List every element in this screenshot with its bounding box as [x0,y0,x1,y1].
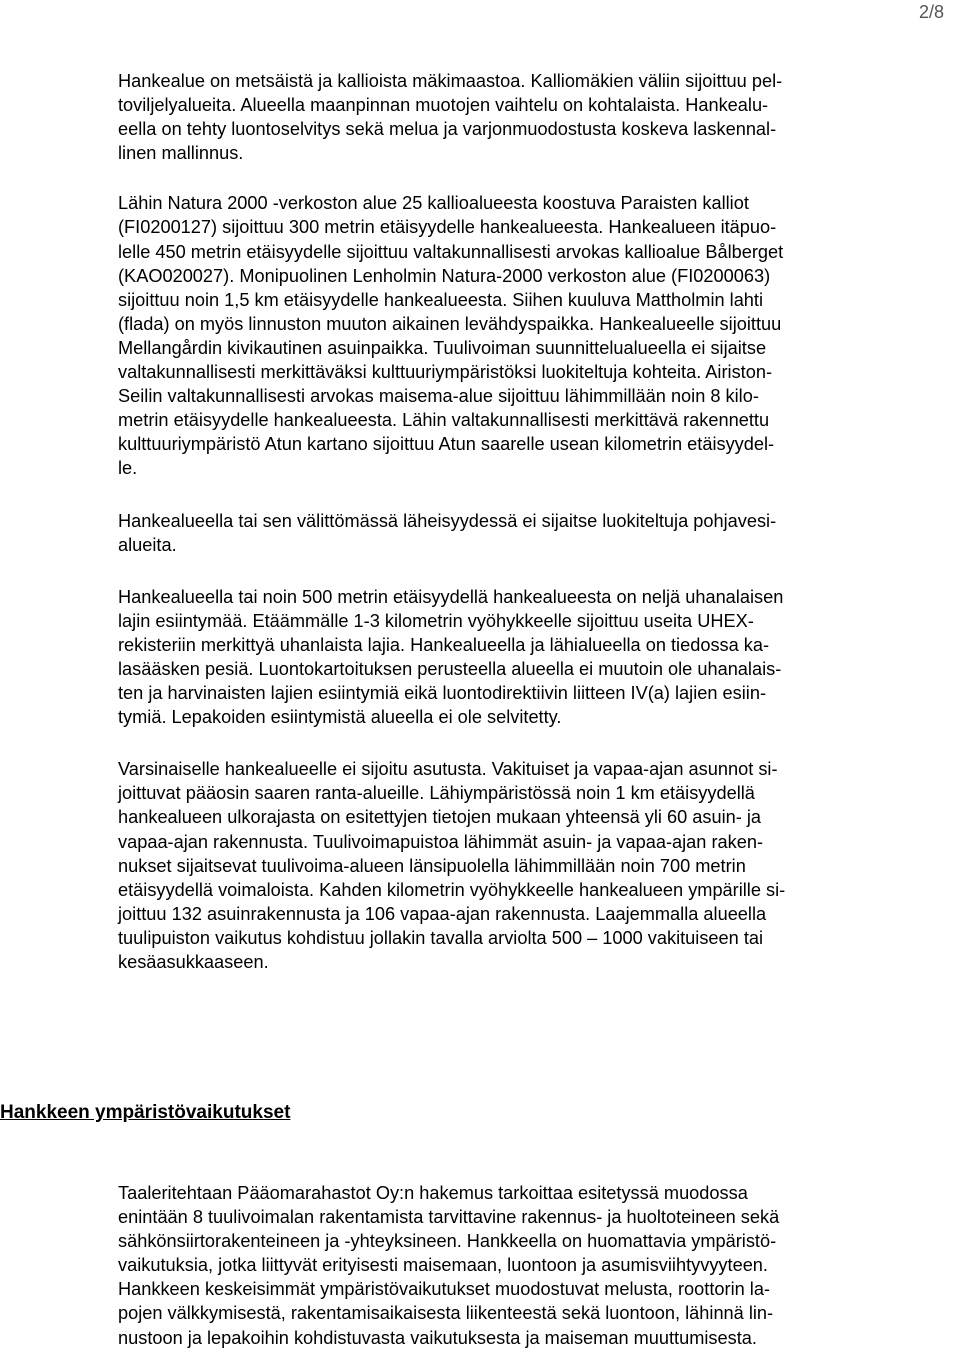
paragraph-terrain: Hankealue on metsäistä ja kallioista mäkimaastoa. Kalliomäkien väliin sijoittuu pel- toviljelyalueita. Alueella maanpinnan muotojen vaihtelu on kohtalaista. Hankealu- eella on tehty luontoselvitys sekä melua ja varjonmuodostusta koskeva laskennal- linen mallinnus. [118,71,783,164]
paragraph-impacts: Taaleritehtaan Pääomarahastot Oy:n hakemus tarkoittaa esitetyssä muodossa enintään 8 tuulivoimalan rakentamista tarvittavine rakennus- ja huoltoteineen sekä sähkönsiirtorakenteineen ja -yhteyksineen. Hankkeella on huomattavia ympäristö- vaikutuksia, jotka liittyvät erityisesti maisemaan, luontoon ja asumisviihtyvyyteen. Hankkeen keskeisimmät ympäristövaikutukset muodostuvat melusta, roottorin la- pojen välkkymisestä, rakentamisaikaisesta liikenteestä sekä luontoon, lähinnä lin- nustoon ja lepakoihin kohdistuvasta vaikutuksesta ja maiseman muuttumisesta. [118,1183,780,1348]
section-body [118,1181,956,1350]
document-body [118,69,956,974]
page-number: 2/8 [918,2,944,22]
section-heading: Hankkeen ympäristövaikutukset [0,1102,291,1123]
paragraph-species: Hankealueella tai noin 500 metrin etäisyydellä hankealueesta on neljä uhanalaisen lajin esiintymää. Etäämmälle 1-3 kilometrin vyöhykkeelle sijoittuu useita UHEX- rekisteriin merkittyä uhanlaista lajia. Hankealueella ja lähialueella on tiedossa ka- lasääsken pesiä. Luontokartoituksen perusteella alueella ei muutoin ole uhanalais- ten ja harvinaisten lajien esiintymiä eikä luontodirektiivin liitteen IV(a) lajien esiin- tymiä. Lepakoiden esiintymistä alueella ei ole selvitetty. [118,586,784,728]
paragraph-natura: Lähin Natura 2000 -verkoston alue 25 kallioalueesta koostuva Paraisten kalliot (FI0200127) sijoittuu 300 metrin etäisyydelle hankealueesta. Hankealueen itäpuo- lelle 450 metrin etäisyydelle sijoittuu valtakunnallisesti arvokas kallioalue Bålberget (KAO020027). Monipuolinen Lenholmin Natura-2000 verkoston alue (FI0200063) sijoittuu noin 1,5 km etäisyydelle hankealueesta. Siihen kuuluva Mattholmin lahti (flada) on myös linnuston muuton aikainen levähdyspaikka. Hankealueelle sijoittuu Mellangårdin kivikautinen asuinpaikka. Tuulivoiman suunnittelualueella ei sijaitse valtakunnallisesti merkittäväksi kulttuuriympäristöksi luokiteltuja kohteita. Airiston- Seilin valtakunnallisesti arvokas maisema-alue sijoittuu lähimmillään noin 8 kilo- metrin etäisyydelle hankealueesta. Lähin valtakunnallisesti merkittävä rakennettu kulttuuriympäristö Atun kartano sijoittuu Atun saarelle usean kilometrin etäisyydel- le. [118,193,784,479]
paragraph-groundwater: Hankealueella tai sen välittömässä läheisyydessä ei sijaitse luokiteltuja pohjavesi- alueita. [118,510,777,555]
paragraph-settlement: Varsinaiselle hankealueelle ei sijoitu asutusta. Vakituiset ja vapaa-ajan asunnot si- joittuvat pääosin saaren ranta-alueille. Lähiympäristössä noin 1 km etäisyydellä hankealueen ulkorajasta on esitettyjen tietojen mukaan yhteensä yli 60 asuin- ja vapaa-ajan rakennusta. Tuulivoimapuistoa lähimmät asuin- ja vapaa-ajan raken- nukset sijaitsevat tuulivoima-alueen länsipuolella lähimmillään noin 700 metrin etäisyydellä voimaloista. Kahden kilometrin vyöhykkeelle hankealueen ympärille si- joittuu 132 asuinrakennusta ja 106 vapaa-ajan rakennusta. Laajemmalla alueella tuulipuiston vaikutus kohdistuu jollakin tavalla arviolta 500 – 1000 vakituiseen tai kesäasukkaaseen. [118,759,786,972]
